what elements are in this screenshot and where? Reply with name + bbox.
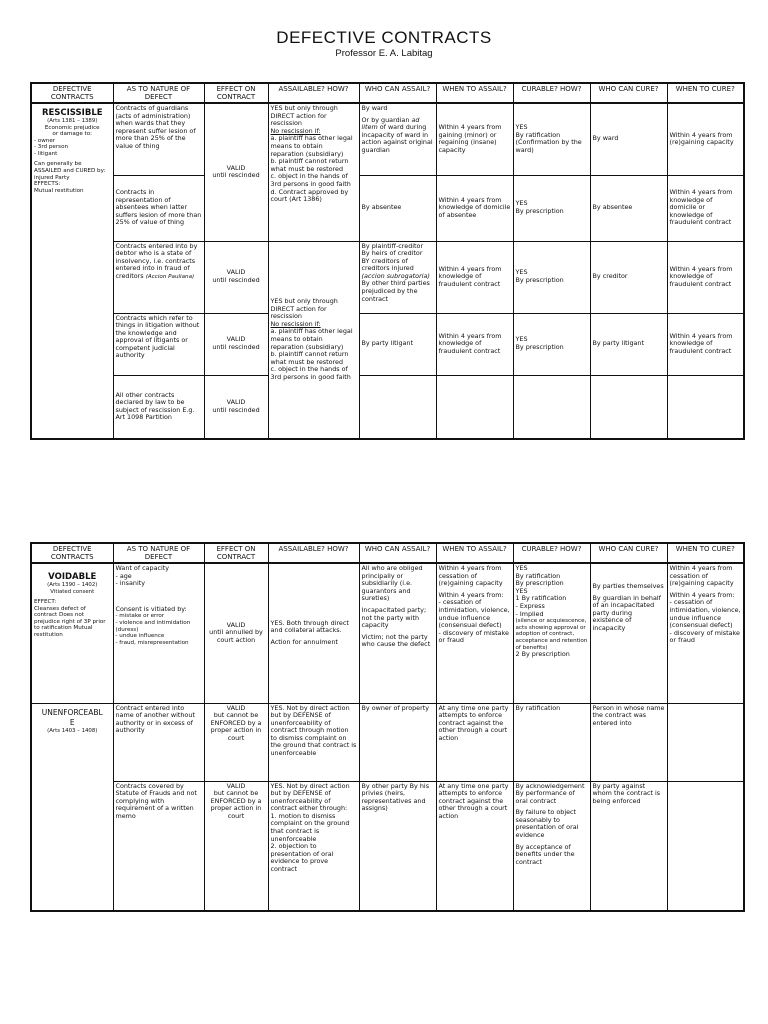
unenforceable-effect-2: VALID but cannot be ENFORCED by a proper action in court <box>204 781 268 911</box>
assail-cell-1 <box>268 103 359 241</box>
when-assail-4: Within 4 years from knowledge of fraudulent contract <box>436 313 513 375</box>
voidable-state: Vitiated consent <box>50 588 95 595</box>
unenforceable-arts: (Arts 1403 – 1408) <box>47 727 98 734</box>
unenforceable-nature-1: Contract entered into name of another without authority or in excess of authority <box>113 703 204 781</box>
col-header-who-assail: WHO CAN ASSAIL? <box>359 83 436 103</box>
who-cure-2: By absentee <box>590 175 667 241</box>
when-cure-3: Within 4 years from knowledge of fraudulent contract <box>667 241 744 313</box>
rescissible-table <box>30 82 745 440</box>
nature-insolvency: Contracts entered into by debtor who is a state of insolvency, i.e. contracts entered into in fraud of creditors (Accion Pauliana) <box>113 241 204 313</box>
rescissible-party-litigant: - litigant <box>34 150 58 157</box>
who-assail-litigant: By party litigant <box>359 313 436 375</box>
col-header-assailable: ASSAILABLE? HOW? <box>268 83 359 103</box>
empty-cell <box>359 375 436 439</box>
rescissible-label-cell <box>31 103 113 439</box>
assail-item: a. plaintiff has other legal means to obtain reparation (subsidiary) <box>270 134 353 158</box>
no-rescission-label: No rescission if: <box>270 126 321 135</box>
empty-cell <box>667 781 744 911</box>
empty-cell <box>436 375 513 439</box>
when-assail-2: Within 4 years from knowledge of domicile of absentee <box>436 175 513 241</box>
when-cure-2: Within 4 years from knowledge of domicile or knowledge of fraudulent contract <box>667 175 744 241</box>
table-row <box>31 313 744 375</box>
unenforceable-who-cure-1: Person in whose name the contract was entered into <box>590 703 667 781</box>
table-row <box>31 781 744 911</box>
assail-item: d. Contract approved by court (Art 1386) <box>270 187 349 204</box>
col-header-when-assail: WHEN TO ASSAIL? <box>436 543 513 563</box>
nature-litigation: Contracts which refer to things in litigation without the knowledge and approval of litigants or competent judicial authority <box>113 313 204 375</box>
voidable-label-cell <box>31 563 113 703</box>
col-header-assailable: ASSAILABLE? HOW? <box>268 543 359 563</box>
table-row <box>31 703 744 781</box>
who-assail-ward <box>359 103 436 175</box>
curable-2: YES By prescription <box>513 175 590 241</box>
rescissible-party-third: - 3rd person <box>34 144 69 151</box>
rescissible-name: RESCISSIBLE <box>41 108 103 118</box>
voidable-who-cure: By parties themselves By guardian in behalf of an incapacitated party during existence of incapacity <box>590 563 667 703</box>
header-row <box>31 83 744 103</box>
rescissible-effects-value: Mutual restitution <box>34 187 84 194</box>
unenforceable-effect-1: VALID but cannot be ENFORCED by a proper action in court <box>204 703 268 781</box>
nature-absentees: Contracts in representation of absentees when latter suffers lesion of more than 25% of value of thing <box>113 175 204 241</box>
col-header-defective: DEFECTIVE CONTRACTS <box>31 543 113 563</box>
header-row <box>31 543 744 563</box>
when-assail-3: Within 4 years from knowledge of fraudulent contract <box>436 241 513 313</box>
effect-cell-1 <box>204 103 268 241</box>
unenforceable-label-cell <box>31 703 113 911</box>
nature-other: All other contracts declared by law to be subject of rescission E.g. Art 1098 Partition <box>113 375 204 439</box>
unenforceable-curable-1: By ratification <box>513 703 590 781</box>
empty-cell <box>590 375 667 439</box>
assail-item: c. object in the hands of 3rd persons in good faith <box>270 172 351 188</box>
effect-cell-3: VALID until rescinded <box>204 241 268 313</box>
who-assail-guardian: Or by guardian ad litem of ward during incapacity of ward in action against original guardian <box>361 115 433 154</box>
col-header-when-cure: WHEN TO CURE? <box>667 543 744 563</box>
voidable-when-cure: Within 4 years from cessation of (re)gaining capacity Within 4 years from: - cessation of intimidation, violence, undue influence (consensual defect) - discovery of mistake or fraud <box>667 563 744 703</box>
col-header-when-assail: WHEN TO ASSAIL? <box>436 83 513 103</box>
unenforceable-assail-1: YES. Not by direct action but by DEFENSE of unenforceability of contract through motion to dismiss complaint on the ground that contract is unenforceable <box>268 703 359 781</box>
unenforceable-curable-2: By acknowledgement By performance of oral contract By failure to object seasonably to presentation of oral evidence By acceptance of benefits under the contract <box>513 781 590 911</box>
rescissible-damage-l2: or damage to: <box>52 131 93 138</box>
rescissible-general: Can generally be ASSAILED and CURED by: injured Party <box>34 161 106 181</box>
curable-3: YES By prescription <box>513 241 590 313</box>
voidable-effect: VALID until annulled by court action <box>204 563 268 703</box>
col-header-effect: EFFECT ON CONTRACT <box>204 543 268 563</box>
assail-item: b. plaintiff cannot return what must be restored <box>270 157 349 173</box>
curable-1: YES By ratification (Confirmation by the ward) <box>513 103 590 175</box>
unenforceable-who-assail-1: By owner of property <box>359 703 436 781</box>
voidable-who-assail: All who are obliged principally or subsidiarily (i.e. guarantors and sureties) Incapacitated party; not the party with capacity Victim; not the party who cause the defect <box>359 563 436 703</box>
voidable-effect-label: EFFECT: <box>34 599 57 605</box>
voidable-curable: YES By ratification By prescription YES 1 By ratification - Express - Implied (silence or acquiescence, acts showing approval or adoption of contract, acceptance and retention of benefits) 2 By prescription <box>513 563 590 703</box>
who-cure-4: By party litigant <box>590 313 667 375</box>
unenforceable-name-l2: E <box>69 717 75 727</box>
when-assail-1: Within 4 years from gaining (minor) or regaining (insane) capacity <box>436 103 513 175</box>
col-header-who-cure: WHO CAN CURE? <box>590 83 667 103</box>
rescissible-effects-label: EFFECTS: <box>34 181 61 188</box>
voidable-assail: YES. Both through direct and collateral attacks. Action for annulment <box>268 563 359 703</box>
table-row <box>31 103 744 175</box>
col-header-who-cure: WHO CAN CURE? <box>590 543 667 563</box>
rescissible-damage-l1: Economic prejudice <box>44 124 100 131</box>
unenforceable-assail-2: YES. Not by direct action but by DEFENSE of unenforceability of contract either through: 1. motion to dismiss complaint on the ground that contract is unenforceable 2. objection to presentation of oral evidence to prove contract <box>268 781 359 911</box>
who-cure-3: By creditor <box>590 241 667 313</box>
rescissible-arts: (Arts 1381 – 1389) <box>47 118 98 124</box>
col-header-curable: CURABLE? HOW? <box>513 543 590 563</box>
col-header-when-cure: WHEN TO CURE? <box>667 83 744 103</box>
col-header-nature: AS TO NATURE OF DEFECT <box>113 83 204 103</box>
voidable-name: VOIDABLE <box>48 572 97 582</box>
rescissible-party-owner: - owner <box>34 137 56 144</box>
voidable-nature: Want of capacity - age - insanity Consent is vitiated by: - mistake or error - violence and intimidation (duress) - undue influence - fraud, misrepresentation <box>113 563 204 703</box>
page-title: DEFECTIVE CONTRACTS <box>276 28 492 47</box>
who-assail-creditor: By plaintiff-creditor By heirs of creditor BY creditors of creditors injured (accion subrogatoria) By other third parties prejudiced by the contract <box>359 241 436 313</box>
voidable-arts: (Arts 1390 – 1402) <box>47 582 98 588</box>
voidable-effect-text: Cleanses defect of contract Does not prejudice right of 3P prior to ratification Mutual restitution <box>34 605 106 638</box>
table-row <box>31 175 744 241</box>
unenforceable-when-assail-2: At any time one party attempts to enforce contract against the other through a court action <box>436 781 513 911</box>
effect-cell-4: VALID until rescinded <box>204 313 268 375</box>
effect-cell-5: VALID until rescinded <box>204 375 268 439</box>
nature-guardians: Contracts of guardians (acts of administration) when wards that they represent suffer lesion of more than 25% of the value of thing <box>113 103 204 175</box>
table-row <box>31 563 744 703</box>
unenforceable-who-assail-2: By other party By his privies (heirs, representatives and assigns) <box>359 781 436 911</box>
assail-lead: YES but only through DIRECT action for rescission <box>270 104 338 128</box>
empty-cell <box>667 703 744 781</box>
when-cure-1: Within 4 years from (re)gaining capacity <box>667 103 744 175</box>
col-header-who-assail: WHO CAN ASSAIL? <box>359 543 436 563</box>
voidable-when-assail: Within 4 years from cessation of (re)gaining capacity Within 4 years from: - cessation of intimidation, violence, undue influence (consensual defect) - discovery of mistake or fraud <box>436 563 513 703</box>
col-header-nature: AS TO NATURE OF DEFECT <box>113 543 204 563</box>
col-header-defective: DEFECTIVE CONTRACTS <box>31 83 113 103</box>
unenforceable-when-assail-1: At any time one party attempts to enforce contract against the other through a court action <box>436 703 513 781</box>
who-cure-1: By ward <box>590 103 667 175</box>
curable-4: YES By prescription <box>513 313 590 375</box>
who-assail-absentee: By absentee <box>359 175 436 241</box>
unenforceable-name-l1: UNENFORCEABL <box>41 707 103 717</box>
empty-cell <box>667 375 744 439</box>
voidable-table <box>30 542 745 912</box>
col-header-effect: EFFECT ON CONTRACT <box>204 83 268 103</box>
effect-until-rescinded: until rescinded <box>212 171 260 180</box>
page-subtitle: Professor E. A. Labitag <box>335 48 433 59</box>
col-header-curable: CURABLE? HOW? <box>513 83 590 103</box>
empty-cell <box>513 375 590 439</box>
who-assail-by-ward: By ward <box>361 104 388 112</box>
table-row <box>31 241 744 313</box>
unenforceable-who-cure-2: By party against whom the contract is being enforced <box>590 781 667 911</box>
effect-valid: VALID <box>226 163 246 172</box>
assail-cell-2: YES but only through DIRECT action for rescission No rescission if: a. plaintiff has other legal means to obtain reparation (subsidiary) b. plaintiff cannot return what must be restored c. object in the hands of 3rd persons in good faith <box>268 241 359 439</box>
unenforceable-nature-2: Contracts covered by Statute of Frauds and not complying with requirement of a written memo <box>113 781 204 911</box>
table-row <box>31 375 744 439</box>
when-cure-4: Within 4 years from knowledge of fraudulent contract <box>667 313 744 375</box>
